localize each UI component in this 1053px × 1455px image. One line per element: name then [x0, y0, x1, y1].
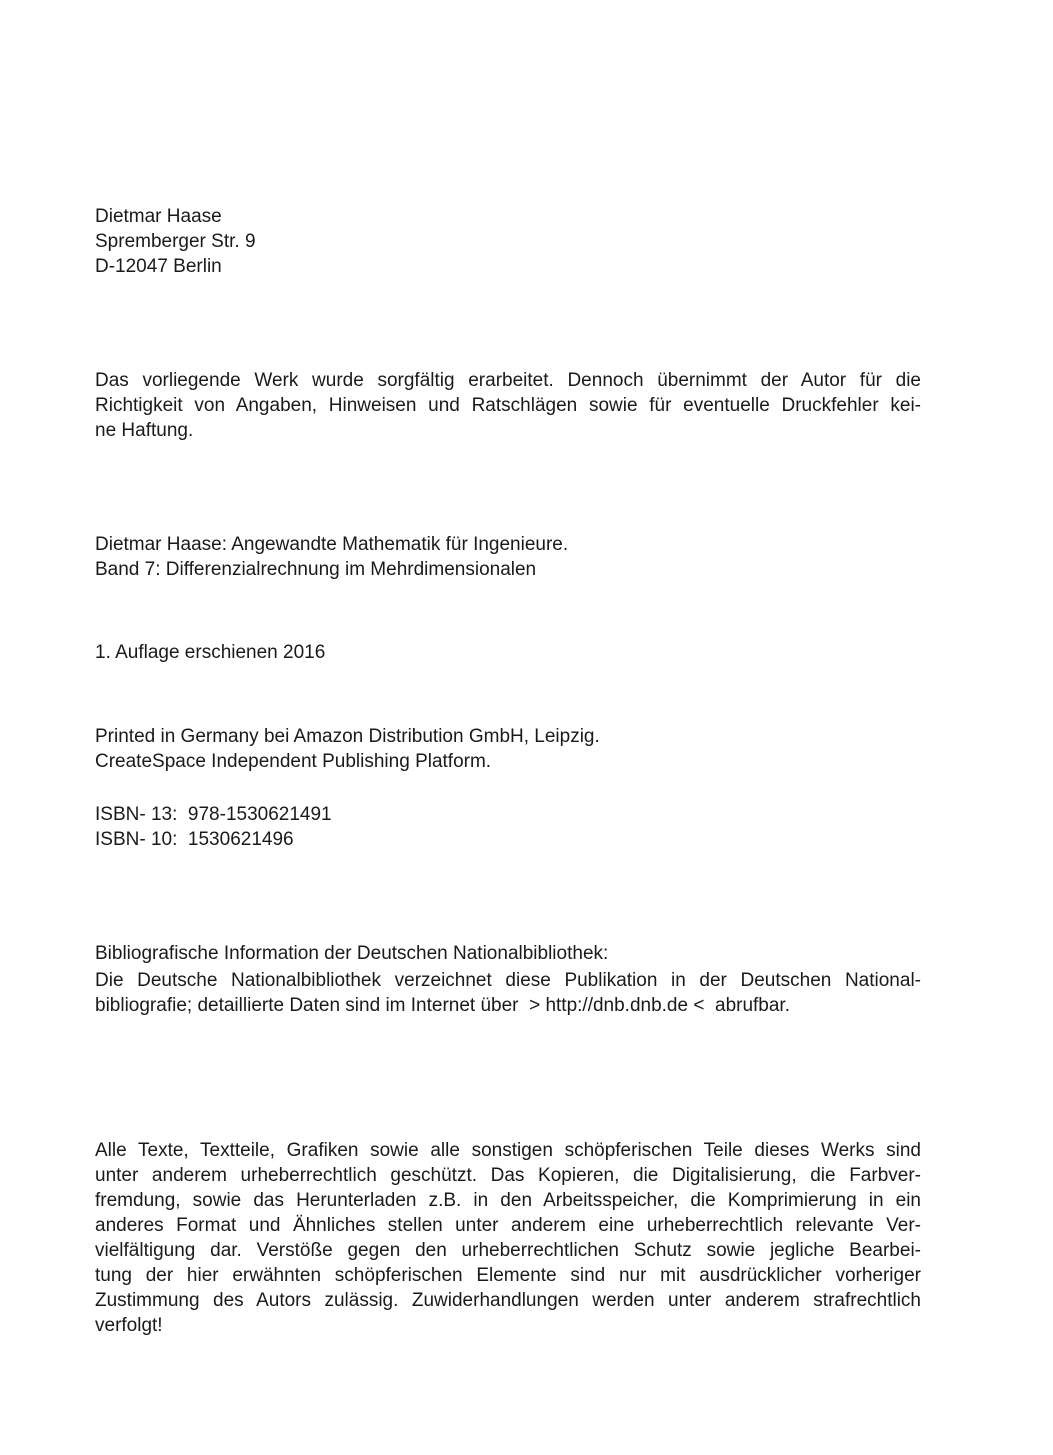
- book-volume: Band 7: Differenzialrechnung im Mehrdimensionalen: [95, 559, 537, 580]
- copyright-line: verfolgt!: [95, 1315, 163, 1336]
- edition-text: 1. Auflage erschienen 2016: [95, 642, 326, 663]
- bibliography-line: bibliografie; detaillierte Daten sind im Internet über > http://dnb.dnb.de < abrufbar.: [95, 995, 790, 1016]
- book-title-block: [95, 532, 921, 582]
- disclaimer-line: Das vorliegende Werk wurde sorgfältig erarbeitet. Dennoch übernimmt der Autor für die: [95, 370, 921, 391]
- disclaimer-line: ne Haftung.: [95, 420, 194, 441]
- edition-note: [95, 640, 921, 665]
- book-title: Dietmar Haase: Angewandte Mathematik für Ingenieure.: [95, 534, 569, 555]
- disclaimer-paragraph: [95, 368, 921, 443]
- isbn-10: ISBN- 10: 1530621496: [95, 829, 294, 850]
- platform-text: CreateSpace Independent Publishing Platform.: [95, 751, 492, 772]
- bibliography-line: Die Deutsche Nationalbibliothek verzeichnet diese Publikation in der Deutschen National-: [95, 970, 921, 991]
- copyright-notice: [95, 1138, 921, 1338]
- disclaimer-line: Richtigkeit von Angaben, Hinweisen und Ratschlägen sowie für eventuelle Druckfehler kei-: [95, 395, 921, 416]
- copyright-line: Zustimmung des Autors zulässig. Zuwiderhandlungen werden unter anderem strafrechtlich: [95, 1290, 921, 1311]
- copyright-line: fremdung, sowie das Herunterladen z.B. in den Arbeitsspeicher, die Komprimierung in ein: [95, 1190, 921, 1211]
- author-address: [95, 204, 921, 279]
- author-name: Dietmar Haase: [95, 206, 222, 227]
- author-street: Spremberger Str. 9: [95, 231, 256, 252]
- copyright-line: vielfältigung dar. Verstöße gegen den urheberrechtlichen Schutz sowie jegliche Bearbei-: [95, 1240, 921, 1261]
- bibliography-heading: Bibliografische Information der Deutschen Nationalbibliothek:: [95, 943, 609, 964]
- bibliography-info: [95, 941, 921, 1018]
- isbn-info: [95, 802, 921, 852]
- printer-text: Printed in Germany bei Amazon Distribution GmbH, Leipzig.: [95, 726, 600, 747]
- copyright-line: anderes Format und Ähnliches stellen unter anderem eine urheberrechtlich relevante Ver-: [95, 1215, 921, 1236]
- copyright-line: tung der hier erwähnten schöpferischen Elemente sind nur mit ausdrücklicher vorheriger: [95, 1265, 921, 1286]
- printing-info: [95, 724, 921, 774]
- author-city: D-12047 Berlin: [95, 256, 222, 277]
- copyright-line: unter anderem urheberrechtlich geschützt. Das Kopieren, die Digitalisierung, die Farbver-: [95, 1165, 921, 1186]
- copyright-line: Alle Texte, Textteile, Grafiken sowie alle sonstigen schöpferischen Teile dieses Werks sind: [95, 1140, 921, 1161]
- isbn-13: ISBN- 13: 978-1530621491: [95, 804, 332, 825]
